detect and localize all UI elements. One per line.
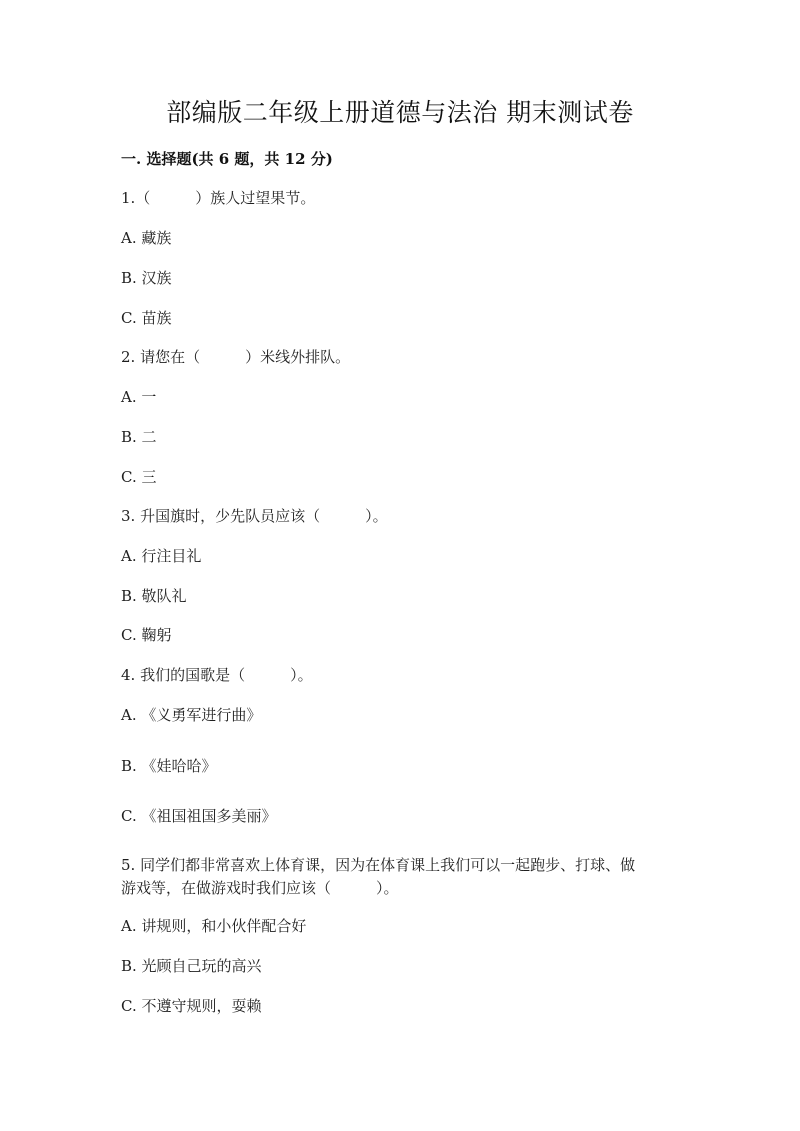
question-3-option-b: B. 敬队礼 <box>121 587 187 605</box>
question-5-stem-line-2: 游戏等，在做游戏时我们应该（ ）。 <box>121 879 399 897</box>
question-2-option-a: A. 一 <box>121 388 157 406</box>
page-title: 部编版二年级上册道德与法治 期末测试卷 <box>166 98 634 127</box>
question-3-option-c: C. 鞠躬 <box>121 626 172 644</box>
question-1-option-b: B. 汉族 <box>121 269 172 287</box>
question-4-option-c: C. 《祖国祖国多美丽》 <box>121 807 277 825</box>
question-2-option-b: B. 二 <box>121 428 157 446</box>
question-4-option-b: B. 《娃哈哈》 <box>121 757 217 775</box>
question-1-option-c: C. 苗族 <box>121 309 172 327</box>
question-1-option-a: A. 藏族 <box>121 229 172 247</box>
question-3-option-a: A. 行注目礼 <box>121 547 202 565</box>
question-4-option-a: A. 《义勇军进行曲》 <box>121 706 262 724</box>
question-1-stem: 1.（ ）族人过望果节。 <box>121 189 316 207</box>
question-5-option-b: B. 光顾自己玩的高兴 <box>121 957 262 975</box>
question-5-option-a: A. 讲规则，和小伙伴配合好 <box>121 917 307 935</box>
question-2-stem: 2. 请您在（ ）米线外排队。 <box>121 348 351 366</box>
question-2-option-c: C. 三 <box>121 468 157 486</box>
question-3-stem: 3. 升国旗时，少先队员应该（ ）。 <box>121 507 388 525</box>
question-5-stem-line-1: 5. 同学们都非常喜欢上体育课，因为在体育课上我们可以一起跑步、打球、做 <box>121 856 636 874</box>
question-5-option-c: C. 不遵守规则，耍赖 <box>121 997 262 1015</box>
question-4-stem: 4. 我们的国歌是（ ）。 <box>121 666 313 684</box>
section-heading: 一. 选择题(共 6 题，共 12 分) <box>121 150 333 168</box>
